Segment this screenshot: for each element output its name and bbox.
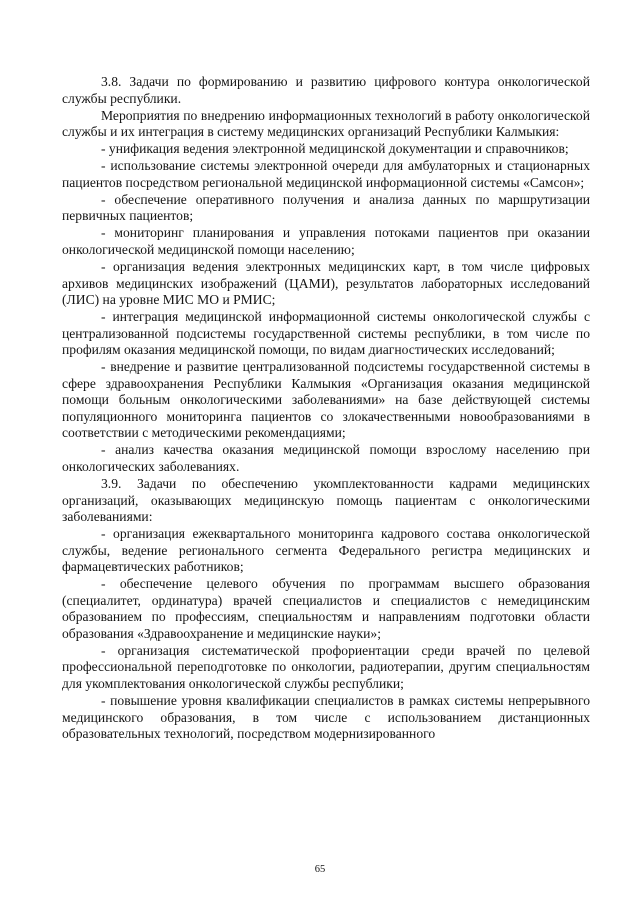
list-item: - анализ качества оказания медицинской помощи взрослому населению при онкологических заболеваниях. [62, 442, 590, 474]
list-item: - обеспечение целевого обучения по программам высшего образования (специалитет, ординатура) врачей специалистов и специалистов с немедицинским образованием по профессиям, специальностям и направлениям подготовки области образования «Здравоохранение и медицинские науки»; [62, 576, 590, 641]
list-item: - организация систематической профориентации среди врачей по целевой профессиональной переподготовке по онкологии, радиотерапии, другим специальностям для укомплектования онкологической службы республики; [62, 642, 590, 691]
section-3-8-heading: 3.8. Задачи по формированию и развитию цифрового контура онкологической службы республики. [62, 74, 590, 106]
list-item: - интеграция медицинской информационной системы онкологической службы с централизованной подсистемы государственной системы республики, в том числе по профилям оказания медицинской помощи, по видам диагностических исследований; [62, 309, 590, 358]
document-body [62, 74, 590, 743]
list-item: - повышение уровня квалификации специалистов в рамках системы непрерывного медицинского образования, в том числе с использованием дистанционных образовательных технологий, посредством модернизированного [62, 693, 590, 742]
list-item: - унификация ведения электронной медицинской документации и справочников; [101, 141, 569, 157]
list-item: - использование системы электронной очереди для амбулаторных и стационарных пациентов посредством региональной медицинской информационной системы «Самсон»; [62, 158, 590, 190]
list-item: - обеспечение оперативного получения и анализа данных по маршрутизации первичных пациентов; [62, 191, 590, 224]
list-item: - организация ведения электронных медицинских карт, в том числе цифровых архивов медицинских изображений (ЦАМИ), результатов лабораторных исследований (ЛИС) на уровне МИС МО и РМИС; [62, 259, 590, 308]
section-3-9-heading: 3.9. Задачи по обеспечению укомплектованности кадрами медицинских организаций, оказывающих медицинскую помощь пациентам с онкологическими заболеваниями: [62, 476, 590, 525]
page-number: 65 [314, 864, 326, 875]
paragraph: Мероприятия по внедрению информационных технологий в работу онкологической службы и их интеграция в систему медицинских организаций Республики Калмыкия: [62, 107, 590, 140]
list-item: - внедрение и развитие централизованной подсистемы государственной системы в сфере здравоохранения Республики Калмыкия «Организация оказания медицинской помощи больным онкологическими заболеваниями» на базе действующей системы популяционного мониторинга пациентов со злокачественными новообразованиями в соответствии с методическими рекомендациями; [62, 359, 590, 441]
list-item: - организация ежеквартального мониторинга кадрового состава онкологической службы, ведение регионального сегмента Федерального регистра медицинских и фармацевтических работников; [62, 526, 590, 575]
list-item: - мониторинг планирования и управления потоками пациентов при оказании онкологической медицинской помощи населению; [62, 225, 590, 257]
